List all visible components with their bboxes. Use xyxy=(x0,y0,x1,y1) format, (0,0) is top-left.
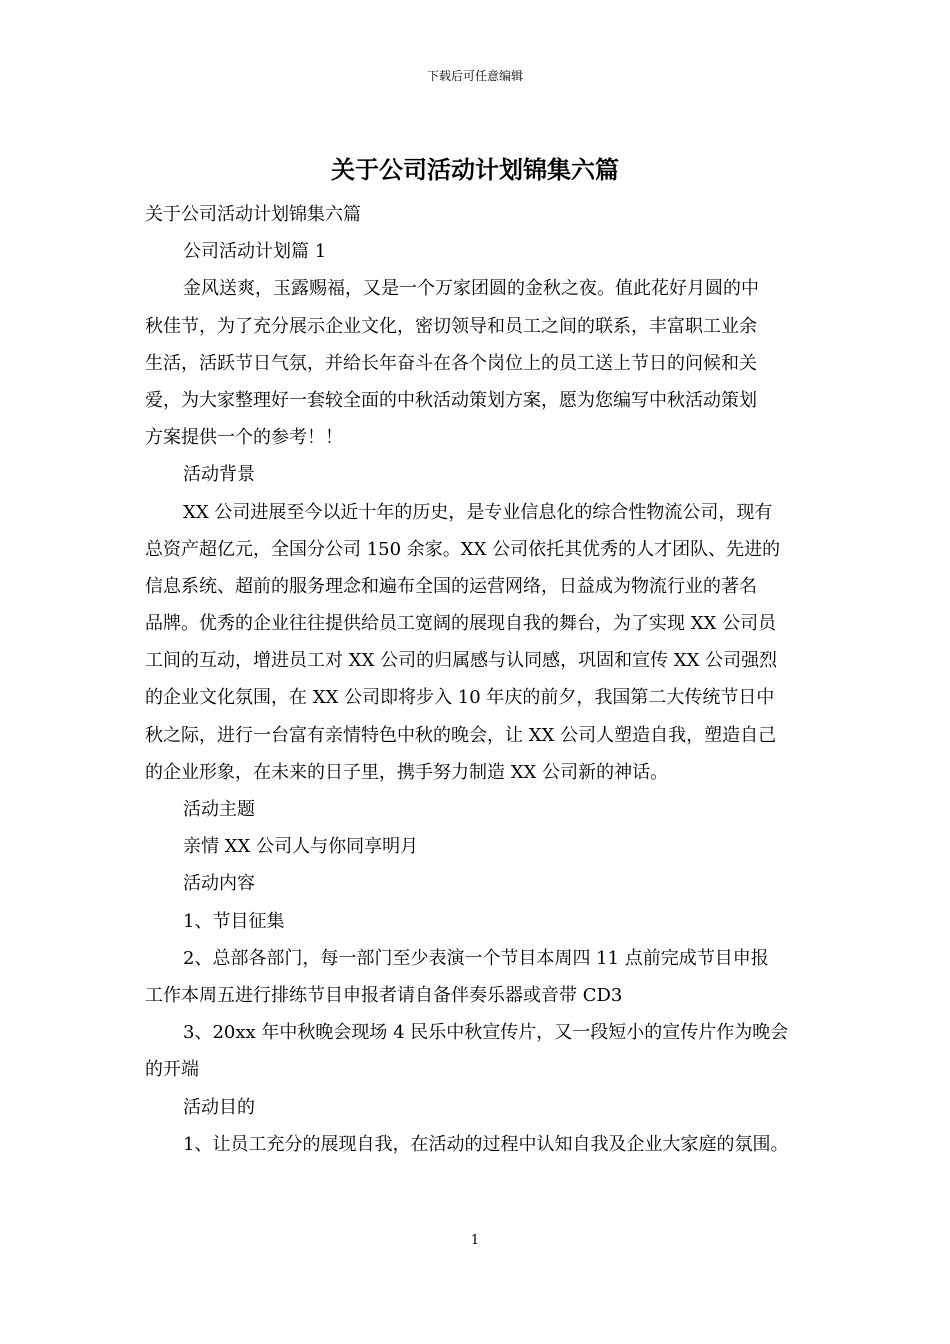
text-line: 活动目的 xyxy=(183,1096,255,1118)
text-line: 工间的互动，增进员工对 XX 公司的归属感与认同感，巩固和宣传 XX 公司强烈 xyxy=(145,650,778,672)
text-line: 生活，活跃节日气氛，并给长年奋斗在各个岗位上的员工送上节日的问候和关 xyxy=(145,352,757,374)
document-title: 关于公司活动计划锦集六篇 xyxy=(331,155,619,184)
text-line: 的企业文化氛围，在 XX 公司即将步入 10 年庆的前夕，我国第二大传统节日中 xyxy=(145,687,775,709)
text-line: 活动背景 xyxy=(183,464,255,486)
text-line: 的企业形象，在未来的日子里，携手努力制造 XX 公司新的神话。 xyxy=(145,761,669,783)
text-line: XX 公司进展至今以近十年的历史，是专业信息化的综合性物流公司，现有 xyxy=(183,501,773,523)
text-line: 1、节目征集 xyxy=(183,910,285,932)
text-line: 活动主题 xyxy=(183,799,255,820)
text-line: 金风送爽，玉露赐福，又是一个万家团圆的金秋之夜。值此花好月圆的中 xyxy=(183,278,759,300)
header-note: 下载后可任意编辑 xyxy=(426,69,523,83)
text-line: 亲情 XX 公司人与你同享明月 xyxy=(183,836,419,858)
text-line: 的开端 xyxy=(145,1059,199,1081)
text-line: 工作本周五进行排练节目申报者请自备伴奏乐器或音带 CD3 xyxy=(145,984,623,1006)
text-line: 爱，为大家整理好一套较全面的中秋活动策划方案，愿为您编写中秋活动策划 xyxy=(145,389,757,411)
text-line: 总资产超亿元，全国分公司 150 余家。XX 公司依托其优秀的人才团队、先进的 xyxy=(145,538,781,560)
text-line: 方案提供一个的参考！！ xyxy=(145,427,343,449)
text-line: 信息系统、超前的服务理念和遍布全国的运营网络，日益成为物流行业的著名 xyxy=(145,575,757,597)
text-line: 活动内容 xyxy=(183,873,255,895)
text-line: 1、让员工充分的展现自我，在活动的过程中认知自我及企业大家庭的氛围。 xyxy=(183,1133,789,1155)
text-line: 品牌。优秀的企业往往提供给员工宽阔的展现自我的舞台，为了实现 XX 公司员 xyxy=(145,613,777,635)
text-line: 2、总部各部门，每一部门至少表演一个节目本周四 11 点前完成节目申报 xyxy=(183,947,769,969)
page-number: 1 xyxy=(470,1233,480,1248)
text-line: 关于公司活动计划锦集六篇 xyxy=(145,204,361,225)
text-line: 秋之际，进行一台富有亲情特色中秋的晚会，让 XX 公司人塑造自我，塑造自己 xyxy=(145,724,777,746)
document-body xyxy=(145,196,815,1163)
text-line: 3、20xx 年中秋晚会现场 4 民乐中秋宣传片，又一段短小的宣传片作为晚会 xyxy=(183,1022,789,1044)
text-line: 秋佳节，为了充分展示企业文化，密切领导和员工之间的联系，丰富职工业余 xyxy=(145,315,757,337)
text-line: 公司活动计划篇 1 xyxy=(183,241,327,263)
